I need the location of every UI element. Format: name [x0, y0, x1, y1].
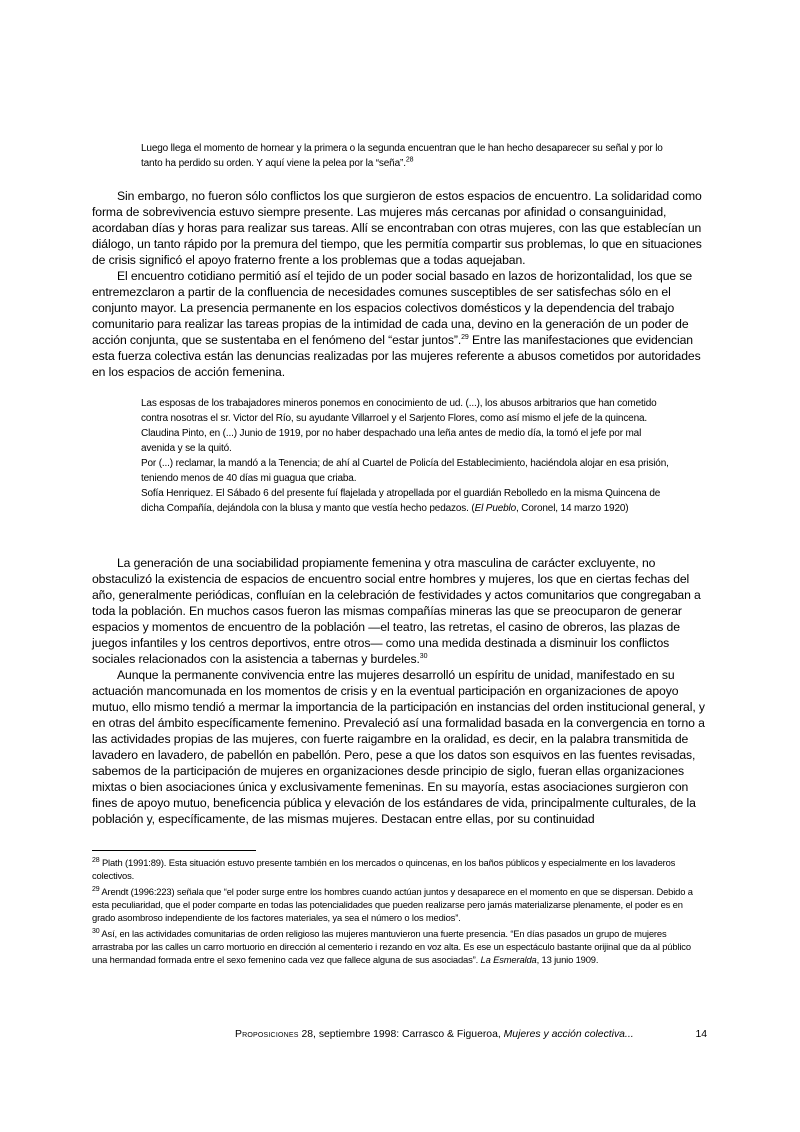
footnote-ref-30[interactable]: 30 [419, 652, 428, 660]
footnote-number: 30 [92, 927, 100, 935]
page-footer [235, 1028, 707, 1041]
page-number: 14 [695, 1029, 707, 1040]
footnote-29 [92, 885, 708, 924]
block-quote-2 [141, 396, 676, 516]
body-section-2 [92, 555, 708, 827]
quote-line-3: Por (...) reclamar, la mandó a la Tenencia; de ahí al Cuartel de Policía del Establecimiento, haciéndola alojar en esa prisión, teniendo menos de 40 días mi guagua que criaba. [141, 458, 669, 484]
quote-paragraph [141, 141, 676, 171]
footnote-28 [92, 856, 708, 882]
journal-name: Proposiciones [235, 1029, 299, 1040]
quote-line-4 [141, 486, 676, 516]
footnote-text: Arendt (1996:223) señala que “el poder surge entre los hombres cuando actúan juntos y desaparece en el momento en que se dispersan. Debido a esta peculiaridad, que el poder comparte en todas las potencialidades que pueden realizarse pero jamás materializarse plenamente, el poder es en grado asombroso independiente de los factores materiales, ya sea el número o los medios”. [92, 886, 693, 923]
paragraph-text: Entre las manifestaciones que evidencian esta fuerza colectiva están las denuncias realizadas por las mujeres referente a abusos cometidos por autoridades en los espacios de acción femenina. [92, 333, 701, 379]
footnote-source-date: , 13 junio 1909. [536, 954, 599, 965]
block-quote-1 [141, 141, 676, 171]
footnote-ref-29[interactable]: 29 [461, 333, 469, 341]
footnotes [92, 856, 708, 969]
footnote-number: 29 [92, 885, 100, 893]
footnote-ref-28[interactable]: 28 [405, 156, 414, 164]
article-title: Mujeres y acción colectiva... [503, 1029, 634, 1040]
footnote-divider [92, 850, 256, 851]
quote-source-date: , Coronel, 14 marzo 1920) [516, 503, 629, 514]
body-paragraph-3 [92, 555, 708, 667]
quote-text: Luego llega el momento de hornear y la primera o la segunda encuentran que le han hecho desaparecer su señal y por lo tanto ha perdido su orden. Y aquí viene la pelea por la “seña”. [141, 143, 663, 169]
body-paragraph-4: Aunque la permanente convivencia entre las mujeres desarrolló un espíritu de unidad, manifestado en su actuación mancomunada en los momentos de crisis y en la eventual participación en organizaciones de apoyo mutuo, ello mismo tendió a mermar la importancia de la participación en instancias del orden institucional general, y en otras del ámbito específicamente femenino. Prevaleció así una formalidad basada en la convergencia en torno a las actividades propias de las mujeres, con fuerte raigambre en la oralidad, es decir, en la palabra transmitida de lavadero en lavadero, de pabellón en pabellón. Pero, pese a que los datos son esquivos en las fuentes revisadas, sabemos de la participación de mujeres en organizaciones desde principio de siglo, fueran ellas organizaciones mixtas o bien asociaciones única y exclusivamente femeninas. En su mayoría, estas asociaciones surgieron con fines de apoyo mutuo, beneficencia pública y elevación de los estándares de vida, principalmente culturales, de la población y, específicamente, de las mismas mujeres. Destacan entre ellas, por su continuidad [92, 668, 705, 826]
body-section-1 [92, 188, 708, 380]
quote-line-2: Claudina Pinto, en (...) Junio de 1919, por no haber despachado una leña antes de medio día, la tomó el jefe por mal avenida y se la quitó. [141, 428, 642, 454]
footnote-text: Plath (1991:89). Esta situación estuvo presente también en los mercados o quincenas, en los baños públicos y especialmente en los lavaderos colectivos. [92, 857, 676, 881]
body-paragraph-2 [92, 268, 708, 380]
paragraph-text: La generación de una sociabilidad propiamente femenina y otra masculina de carácter excluyente, no obstaculizó la existencia de espacios de encuentro social entre hombres y mujeres, los que en ciertas fechas del año, generalmente periódicas, confluían en la celebración de festividades y actos comunitarios que congregaban a toda la población. En muchos casos fueron las mismas compañías mineras las que se preocuparon de generar espacios y momentos de encuentro de la población —el teatro, las retretas, el casino de obreros, las plazas de juegos infantiles y los centros deportivos, entre otros— como una medida destinada a disminuir los conflictos sociales relacionados con la asistencia a tabernas y burdeles. [92, 556, 701, 666]
footnote-text: Así, en las actividades comunitarias de orden religioso las mujeres mantuvieron una fuerte presencia. “En días pasados un grupo de mujeres arrastraba por las calles un carro mortuorio en dirección al cementerio i rezando en voz alta. Es ese un espectáculo bastante orijinal que da al público una hermandad formada entre el sexo femenino cada vez que fallece alguna de sus asociadas”. [92, 928, 691, 965]
body-paragraph-1: Sin embargo, no fueron sólo conflictos los que surgieron de estos espacios de encuentro. La solidaridad como forma de sobrevivencia estuvo siempre presente. Las mujeres más cercanas por afinidad o consanguinidad, acordaban días y horas para realizar sus tareas. Allí se encontraban con otras mujeres, con las que establecían un diálogo, un tanto rápido por la premura del tiempo, que les permitía compartir sus problemas, lo que en situaciones de crisis significó el apoyo fraterno frente a los problemas que a todas aquejaban. [92, 189, 702, 267]
footnote-source: La Esmeralda [480, 954, 537, 965]
quote-line-1: Las esposas de los trabajadores mineros ponemos en conocimiento de ud. (...), los abusos arbitrarios que han cometido contra nosotras el sr. Victor del Río, su ayudante Villarroel y el Sarjento Flores, como así mismo el jefe de la quincena. [141, 398, 657, 424]
issue-info: 28, septiembre 1998: Carrasco & Figueroa, [298, 1029, 504, 1040]
footnote-30 [92, 927, 708, 966]
quote-source: El Pueblo [474, 503, 517, 514]
paragraph-text: El encuentro cotidiano permitió así el tejido de un poder social basado en lazos de horizontalidad, los que se entremezclaron a partir de la confluencia de necesidades comunes susceptibles de ser satisfechas sólo en el conjunto mayor. La presencia permanente en los espacios colectivos domésticos y la dependencia del trabajo comunitario para realizar las tareas propias de la intimidad de cada una, devino en la generación de un poder de acción conjunta, que se sustentaba en el fenómeno del “estar juntos”. [92, 269, 693, 347]
quote-text: Sofía Henriquez. El Sábado 6 del presente fuí flajelada y atropellada por el guardián Rebolledo en la misma Quincena de dicha Compañía, dejándola con la blusa y manto que vestía hecho pedazos. ( [141, 488, 661, 514]
footnote-number: 28 [92, 856, 100, 864]
